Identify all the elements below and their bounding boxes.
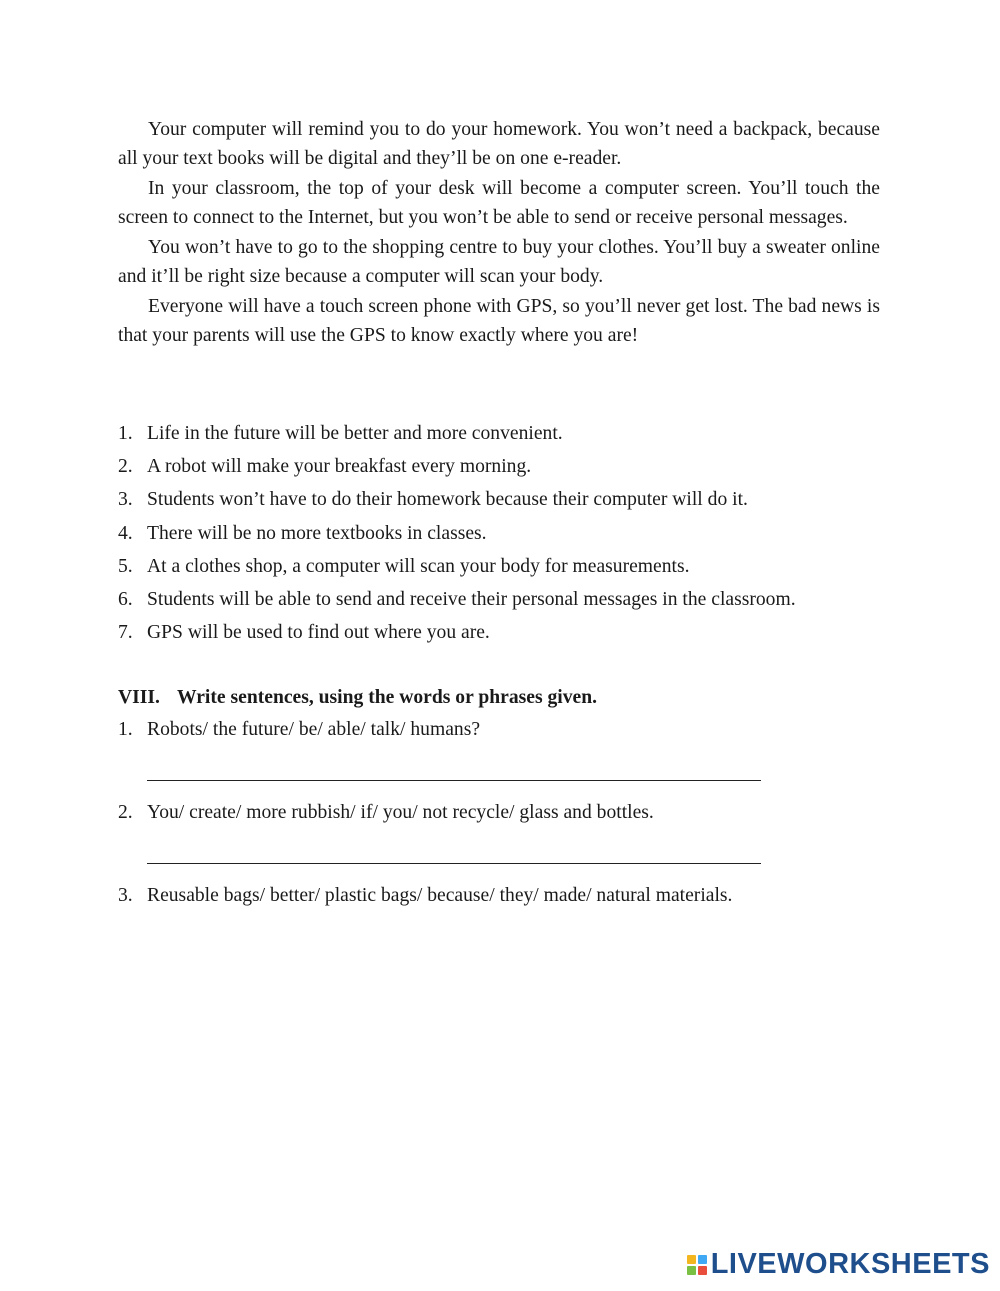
- passage-paragraph: In your classroom, the top of your desk will become a computer screen. You’ll touch the screen to connect to the Internet, but you won’t be able to send or receive personal messages.: [118, 178, 880, 228]
- logo-tile: [687, 1255, 696, 1264]
- statement-number: 4.: [118, 522, 133, 544]
- exercise-number: 2.: [118, 802, 133, 823]
- exercise-number: 3.: [118, 885, 133, 906]
- statement-item: [118, 553, 880, 586]
- statement-number: 5.: [118, 555, 133, 577]
- logo-tile: [687, 1266, 696, 1275]
- statement-item: [118, 420, 880, 453]
- statement-number: 2.: [118, 456, 133, 478]
- logo-text: LIVEWORKSHEETS: [710, 1248, 990, 1280]
- statement-text: Life in the future will be better and more convenient.: [147, 423, 563, 444]
- statement-item: [118, 619, 880, 652]
- statement-text: There will be no more textbooks in classes.: [147, 522, 487, 544]
- statement-item: [118, 453, 880, 486]
- exercise-prompt: You/ create/ more rubbish/ if/ you/ not recycle/ glass and bottles.: [147, 802, 654, 823]
- exercise-item: [118, 882, 880, 910]
- statement-number: 6.: [118, 588, 133, 610]
- section-number: VIII.: [118, 687, 160, 708]
- exercise-prompt: Robots/ the future/ be/ able/ talk/ humans?: [147, 719, 481, 740]
- liveworksheets-logo[interactable]: [687, 1248, 990, 1281]
- answer-line[interactable]: [118, 744, 880, 799]
- section-heading: [118, 684, 597, 712]
- logo-tile: [698, 1266, 707, 1275]
- true-false-statements: [118, 420, 880, 652]
- exercise-item: [118, 716, 880, 744]
- reading-passage: [118, 116, 880, 352]
- statement-text: GPS will be used to find out where you are.: [147, 622, 490, 644]
- exercise-number: 1.: [118, 719, 133, 740]
- sentence-writing-exercise: [118, 716, 880, 910]
- logo-mark-icon: [687, 1255, 707, 1275]
- exercise-item: [118, 799, 880, 827]
- logo-tile: [698, 1255, 707, 1264]
- statement-item: [118, 586, 880, 619]
- statement-item: [118, 520, 880, 553]
- answer-rule: [147, 780, 761, 781]
- section-title: Write sentences, using the words or phrases given.: [177, 687, 597, 708]
- answer-rule: [147, 863, 761, 864]
- statement-number: 1.: [118, 423, 133, 444]
- statement-number: 3.: [118, 489, 133, 511]
- passage-paragraph: You won’t have to go to the shopping centre to buy your clothes. You’ll buy a sweater online and it’ll be right size because a computer will scan your body.: [118, 237, 880, 287]
- passage-paragraph: Your computer will remind you to do your homework. You won’t need a backpack, because all your text books will be digital and they’ll be on one e-reader.: [118, 119, 880, 169]
- exercise-prompt: Reusable bags/ better/ plastic bags/ because/ they/ made/ natural materials.: [147, 885, 733, 906]
- passage-paragraph: Everyone will have a touch screen phone with GPS, so you’ll never get lost. The bad news is that your parents will use the GPS to know exactly where you are!: [118, 296, 880, 346]
- statement-text: Students will be able to send and receive their personal messages in the classroom.: [147, 588, 796, 610]
- answer-line[interactable]: [118, 827, 880, 882]
- statement-item: [118, 486, 880, 519]
- statement-text: Students won’t have to do their homework because their computer will do it.: [147, 489, 748, 511]
- statement-text: At a clothes shop, a computer will scan your body for measurements.: [147, 555, 690, 577]
- statement-number: 7.: [118, 622, 133, 644]
- statement-text: A robot will make your breakfast every morning.: [147, 456, 532, 478]
